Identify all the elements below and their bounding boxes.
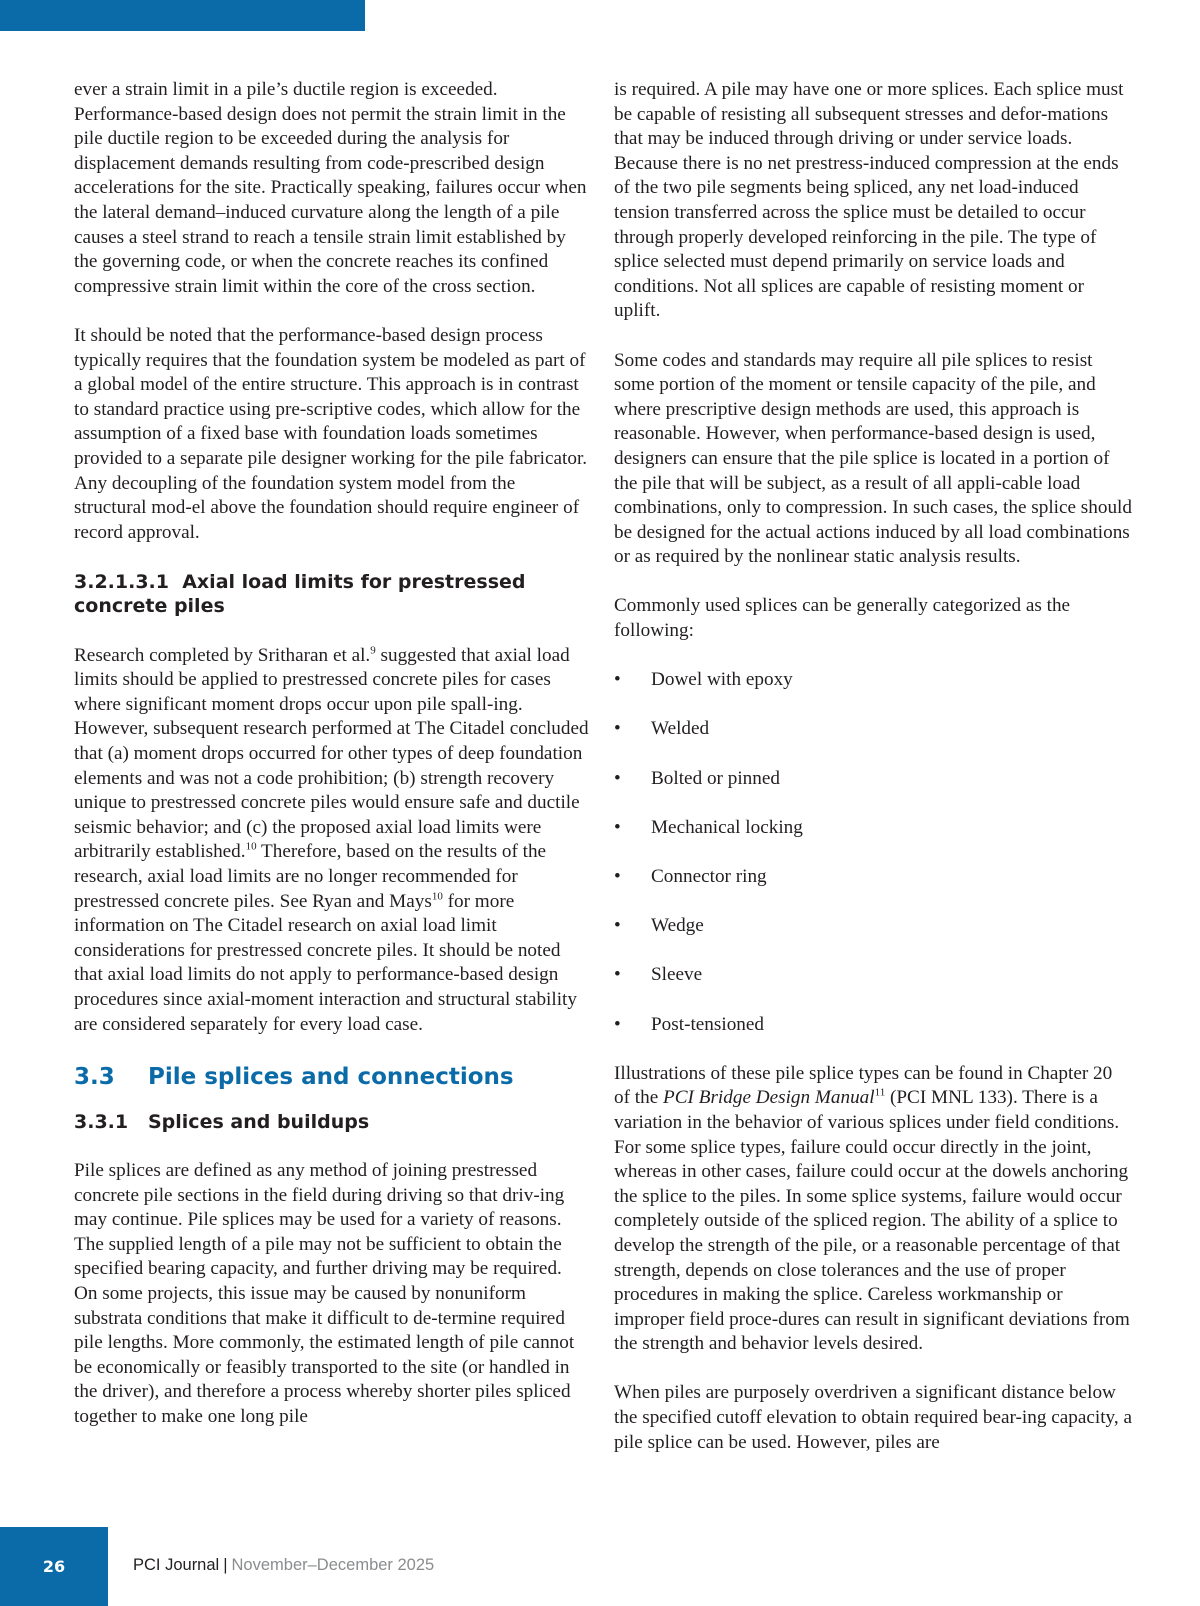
- subheading-title: Splices and buildups: [148, 1110, 370, 1133]
- journal-name: PCI Journal: [133, 1556, 220, 1574]
- paragraph-pile-splices: Pile splices are defined as any method of joining prestressed concrete pile sections in the field during driving so that driv-ing may continue. Pile splices may be used for a variety of reasons. The supplied length of a pile may not be sufficient to obtain the specified bearing capacity, and further driving may be required. On some projects, this issue may be caused by nonuniform substrata conditions that make it difficult to de-termine required pile lengths. More commonly, the estimated length of pile cannot be economically or feasibly transported to the site (or handled in the driver), and therefore a process whereby shorter piles spliced together to make one long pile: [74, 1159, 575, 1427]
- heading-number: 3.2.1.3.1: [74, 570, 169, 593]
- subheading-splices-buildups: [74, 1110, 590, 1135]
- heading-axial-load-limits: [74, 570, 590, 619]
- list-item: • Dowel with epoxy: [614, 669, 793, 691]
- footer-separator: |: [223, 1556, 228, 1574]
- paragraph-overdriven-piles: When piles are purposely overdriven a significant distance below the specified cutoff elevation to obtain required bear-ing capacity, a pile splice can be used. However, piles are: [614, 1382, 1132, 1453]
- page-number: 26: [42, 1557, 66, 1576]
- paragraph-splice-illustrations: Illustrations of these pile splice types can be found in Chapter 20 of the PCI Bridge Design Manual$^{11}$ (PCI MNL 133). There is a variation in the behavior of various splices under field conditions. For some splice types, failure could occur directly in the joint, whereas in other cases, failure could occur at the dowels anchoring the splice to the piles. In some splice systems, failure would occur completely outside of the spliced region. The ability of a splice to develop the strength of the pile, or a reasonable percentage of that strength, depends on close tolerances and the use of proper procedures in making the splice. Careless workmanship or improper field proce-dures can result in significant deviations from the strength and behavior levels desired.: [614, 1062, 1130, 1355]
- paragraph-splice-categories: Commonly used splices can be generally categorized as the following:: [614, 595, 1071, 642]
- subheading-number: 3.3.1: [74, 1110, 129, 1133]
- reference-10: 10: [245, 841, 257, 854]
- section-number: 3.3: [74, 1063, 115, 1090]
- list-item: • Welded: [614, 718, 710, 740]
- list-item: • Sleeve: [614, 964, 703, 986]
- paragraph-splice-requirements: is required. A pile may have one or more splices. Each splice must be capable of resisting all subsequent stresses and defor-mations that may be induced through driving or under service loads. Because there is no net prestress-induced compression at the ends of the two pile segments being spliced, any net load-induced tension transferred across the splice must be detailed to occur through properly developed reinforcing in the pile. The type of splice selected must depend primarily on service loads and conditions. Not all splices are capable of resisting moment or uplift.: [614, 79, 1124, 322]
- issue-date: November–December 2025: [231, 1556, 435, 1574]
- paragraph-codes-standards: Some codes and standards may require all pile splices to resist some portion of the moment or tensile capacity of the pile, and where prescriptive design methods are used, this approach is reasonable. However, when performance-based design is used, designers can ensure that the pile splice is located in a portion of the pile that will be subject, as a result of all appli-cable load combinations, only to compression. In such cases, the splice should be designed for the actual actions induced by all load combinations or as required by the nonlinear static analysis results.: [614, 349, 1132, 568]
- list-item: • Mechanical locking: [614, 816, 803, 838]
- reference-10: 10: [431, 890, 443, 903]
- list-item: • Post-tensioned: [614, 1013, 764, 1035]
- heading-title: Axial load limits for prestressed concrete piles: [74, 570, 526, 618]
- paragraph-strain-limit: ever a strain limit in a pile’s ductile region is exceeded. Performance-based design does not permit the strain limit in the pile ductile region to be exceeded during the analysis for displacement demands resulting from code-prescribed design accelerations for the site. Practically speaking, failures occur when the lateral demand–induced curvature along the length of a pile causes a steel strand to reach a tensile strain limit established by the governing code, or when the concrete reaches its confined compressive strain limit within the core of the cross section.: [74, 79, 587, 297]
- manual-title: PCI Bridge Design Manual: [663, 1087, 875, 1109]
- reference-9: 9: [370, 644, 376, 657]
- reference-11: 11: [874, 1086, 886, 1099]
- splice-types-list: [614, 668, 1132, 1037]
- footer: [133, 1556, 434, 1575]
- list-item: • Bolted or pinned: [614, 767, 780, 789]
- section-title: Pile splices and connections: [148, 1063, 514, 1090]
- paragraph-axial-research: Research completed by Sritharan et al.$^9$ suggested that axial load limits should be applied to prestressed concrete piles for cases where significant moment drops occur upon pile spall-ing. However, subsequent research performed at The Citadel concluded that (a) moment drops occurred for other types of deep foundation elements and was not a code prohibition; (b) strength recovery unique to prestressed concrete piles would ensure safe and ductile seismic behavior; and (c) the proposed axial load limits were arbitrarily established.$^{10}$ Therefore, based on the results of the research, axial load limits are no longer recommended for prestressed concrete piles. See Ryan and Mays$^{10}$ for more information on The Citadel research on axial load limit considerations for prestressed concrete piles. It should be noted that axial load limits do not apply to performance-based design procedures since axial-moment interaction and structural stability are considered separately for every load case.: [74, 644, 589, 1035]
- right-column: [614, 78, 1132, 1480]
- list-item: • Connector ring: [614, 866, 767, 887]
- list-item: • Wedge: [614, 915, 704, 937]
- paragraph-global-model: It should be noted that the performance-based design process typically requires that the foundation system be modeled as part of a global model of the entire structure. This approach is in contrast to standard practice using pre-scriptive codes, which allow for the assumption of a fixed base with foundation loads sometimes provided to a separate pile designer working for the pile fabricator. Any decoupling of the foundation system model from the structural mod-el above the foundation should require engineer of record approval.: [74, 324, 588, 543]
- header-accent-bar: [0, 0, 365, 31]
- left-column: [74, 78, 590, 1454]
- section-heading-pile-splices: [74, 1062, 590, 1092]
